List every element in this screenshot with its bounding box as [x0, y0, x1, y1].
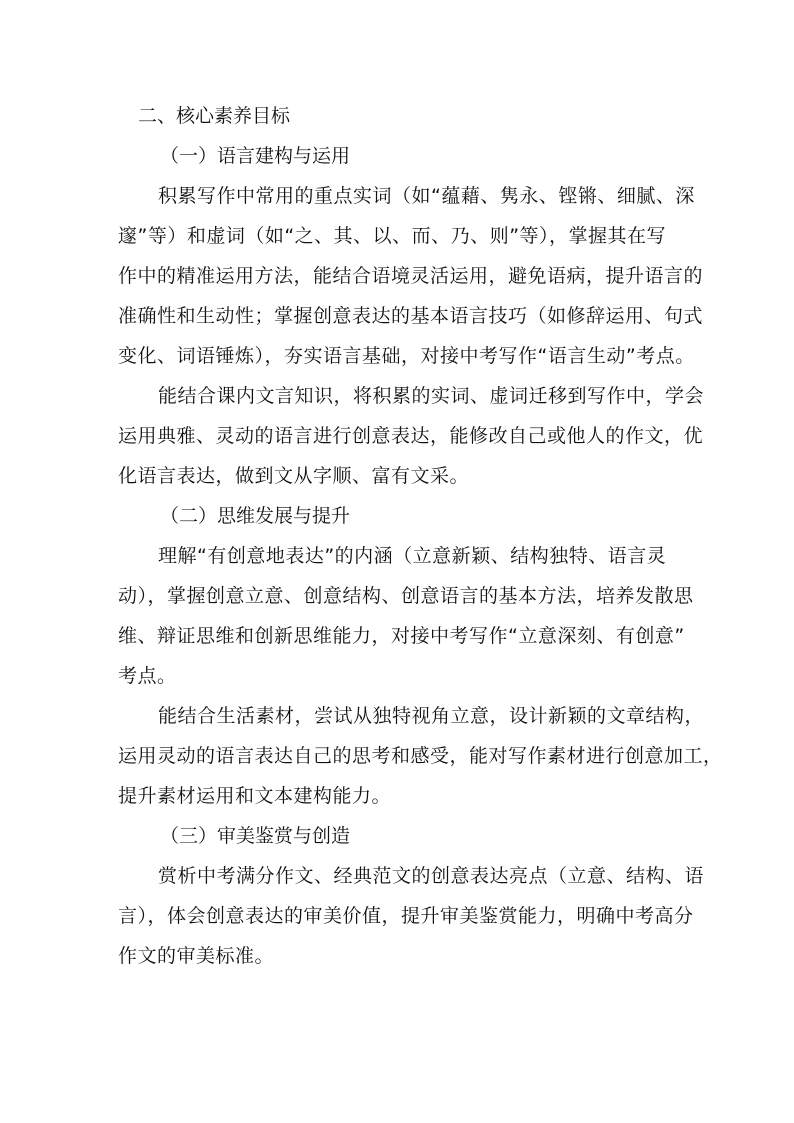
text-line: 准确性和生动性；掌握创意表达的基本语言技巧（如修辞运用、句式	[118, 305, 704, 327]
subsection-title-3: （三）审美鉴赏与创造	[160, 825, 351, 847]
text-line: 考点。	[118, 665, 177, 687]
subsection-title-2: （二）思维发展与提升	[160, 505, 351, 527]
text-line: 言），体会创意表达的审美价值，提升审美鉴赏能力，明确中考高分	[118, 905, 694, 927]
text-line: 赏析中考满分作文、经典范文的创意表达亮点（立意、结构、语	[158, 865, 705, 887]
text-line: 理解“有创意地表达”的内涵（立意新颖、结构独特、语言灵	[158, 545, 667, 567]
paragraph-2	[118, 376, 705, 496]
text-line: 维、辩证思维和创新思维能力，对接中考写作“立意深刻、有创意”	[118, 625, 685, 647]
text-line: 能结合课内文言知识，将积累的实词、虚词迁移到写作中，学会	[158, 385, 705, 407]
text-line: 邃”等）和虚词（如“之、其、以、而、乃、则”等），掌握其在写	[118, 225, 667, 247]
text-line: 运用典雅、灵动的语言进行创意表达，能修改自己或他人的作文，优	[118, 425, 704, 447]
paragraph-1	[118, 176, 704, 376]
paragraph-3	[118, 536, 694, 696]
paragraph-5	[118, 856, 705, 976]
text-line: 作中的精准运用方法，能结合语境灵活运用，避免语病，提升语言的	[118, 265, 704, 287]
document-body	[118, 96, 723, 976]
text-line: 积累写作中常用的重点实词（如“蕴藉、隽永、铿锵、细腻、深	[158, 185, 695, 207]
section-title: 二、核心素养目标	[138, 105, 291, 127]
text-line: 提升素材运用和文本建构能力。	[118, 785, 392, 807]
subsection-title-1: （一）语言建构与运用	[160, 145, 351, 167]
text-line: 变化、词语锤炼），夯实语言基础，对接中考写作“语言生动”考点。	[118, 345, 695, 367]
text-line: 作文的审美标准。	[118, 945, 275, 967]
paragraph-4	[118, 696, 723, 816]
text-line: 动），掌握创意立意、创意结构、创意语言的基本方法，培养发散思	[118, 585, 694, 607]
text-line: 运用灵动的语言表达自己的思考和感受，能对写作素材进行创意加工，	[118, 745, 723, 767]
text-line: 化语言表达，做到文从字顺、富有文采。	[118, 465, 470, 487]
text-line: 能结合生活素材，尝试从独特视角立意，设计新颖的文章结构，	[158, 705, 705, 727]
